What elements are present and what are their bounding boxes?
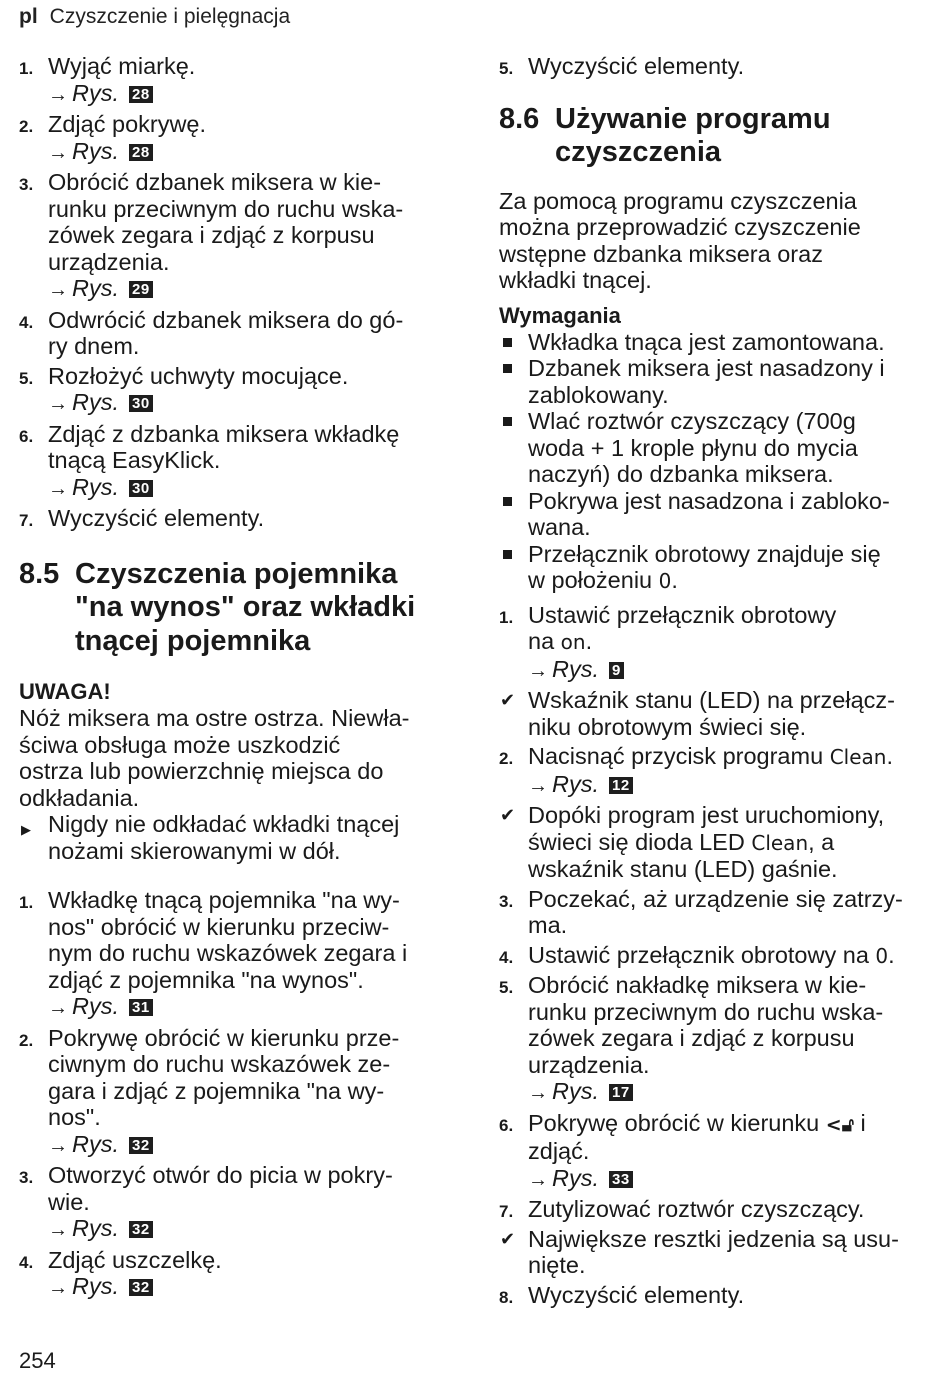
- left-column: [19, 50, 449, 1302]
- requirement-item: Wkładka tnąca jest zamontowana.: [499, 329, 939, 356]
- step-result: ✔ Największe resztki jedzenia są usu- nięte.: [500, 1225, 899, 1278]
- step-4: 4. Odwrócić dzbanek miksera do gó- ry dnem.: [19, 306, 404, 359]
- square-bullet-icon: [503, 364, 512, 373]
- figure-reference: → Rys. 30: [48, 474, 449, 503]
- step-2: 2. Zdjąć pokrywę. → Rys. 28: [19, 111, 449, 166]
- figure-number-badge: 32: [129, 1221, 153, 1238]
- arrow-right-icon: →: [48, 141, 68, 164]
- square-bullet-icon: [503, 338, 512, 347]
- arrow-right-icon: →: [48, 1134, 68, 1157]
- requirement-item: Dzbanek miksera jest nasadzony i zablokowany.: [499, 355, 939, 408]
- chapter-title: Czyszczenie i pielęgnacja: [49, 5, 291, 28]
- step-7: 7. Zutylizować roztwór czyszczący.: [499, 1196, 865, 1222]
- section-heading-8-6: 8.6 Używanie programu czyszczenia: [499, 102, 831, 168]
- section-intro: Za pomocą programu czyszczenia można przeprowadzić czyszczenie wstępne dzbanka miksera oraz wkładki tnącej.: [499, 187, 861, 293]
- figure-number-badge: 31: [129, 999, 153, 1016]
- step-2: 2. Nacisnąć przycisk programu Clean. → Rys. 12: [499, 743, 939, 799]
- arrow-right-icon: →: [528, 659, 548, 682]
- arrow-right-icon: →: [48, 83, 68, 106]
- unlock-direction-icon: <🔓︎: [825, 1113, 855, 1136]
- figure-number-badge: 29: [129, 281, 153, 298]
- figure-number-badge: 28: [129, 144, 153, 161]
- figure-reference: → Rys. 32: [48, 1273, 449, 1302]
- figure-number-badge: 32: [129, 1137, 153, 1154]
- arrow-right-icon: →: [528, 1082, 548, 1104]
- step-3: 3. Obrócić dzbanek miksera w kie- runku przeciwnym do ruchu wska- zówek zegara i zdjąć z korpusu urządzenia. → Rys. 29: [19, 169, 449, 304]
- steps-list-8-5: [19, 887, 449, 1302]
- step-4: 4. Zdjąć uszczelkę. → Rys. 32: [19, 1247, 449, 1302]
- warning-title: UWAGA!: [19, 679, 111, 704]
- step-7: 7. Wyczyścić elementy.: [19, 505, 265, 531]
- figure-number-badge: 33: [609, 1171, 633, 1188]
- requirements-title: Wymagania: [499, 302, 621, 328]
- figure-number-badge: 12: [609, 777, 633, 794]
- figure-number-badge: 30: [129, 395, 153, 412]
- figure-number-badge: 28: [129, 86, 153, 103]
- arrow-right-icon: →: [48, 393, 68, 415]
- steps-list-8-6: [499, 602, 939, 1309]
- step-result: ✔ Wskaźnik stanu (LED) na przełącz- niku obrotowym świeci się.: [500, 687, 895, 740]
- step-6: 6. Zdjąć z dzbanka miksera wkładkę tnącą EasyKlick. → Rys. 30: [19, 421, 449, 503]
- step-1: 1. Wyjąć miarkę. → Rys. 28: [19, 53, 449, 108]
- arrow-right-icon: →: [48, 477, 68, 500]
- checkmark-icon: ✔: [500, 805, 516, 825]
- page-header: [19, 5, 290, 29]
- step-5: 5. Obrócić nakładkę miksera w kie- runku przeciwnym do ruchu wska- zówek zegara i zdjąć z korpusu urządzenia. → Rys. 17: [499, 972, 939, 1107]
- figure-reference: → Rys. 32: [48, 1131, 449, 1160]
- step-3: 3. Poczekać, aż urządzenie się zatrzy- ma.: [499, 885, 903, 938]
- checkmark-icon: ✔: [500, 1228, 516, 1249]
- figure-reference: → Rys. 33: [528, 1165, 939, 1194]
- figure-number-badge: 32: [129, 1279, 153, 1296]
- figure-reference: → Rys. 12: [528, 771, 939, 800]
- step-6: 6. Pokrywę obrócić w kierunku <🔓︎ i zdjąć. → Rys. 33: [499, 1110, 939, 1194]
- figure-number-badge: 17: [609, 1084, 633, 1101]
- requirement-item: Przełącznik obrotowy znajduje się w położeniu 0.: [499, 541, 939, 595]
- right-column: [499, 50, 939, 1308]
- requirement-item: Wlać roztwór czyszczący (700g woda + 1 krople płynu do mycia naczyń) do dzbanka miksera.: [499, 408, 939, 488]
- step-5: 5. Rozłożyć uchwyty mocujące. → Rys. 30: [19, 363, 449, 418]
- figure-reference: → Rys. 32: [48, 1215, 449, 1244]
- arrow-right-icon: →: [48, 997, 68, 1019]
- figure-reference: → Rys. 28: [48, 138, 449, 167]
- page-number: 254: [19, 1348, 56, 1373]
- step-4: 4. Ustawić przełącznik obrotowy na 0.: [499, 941, 895, 968]
- step-result: ✔ Dopóki program jest uruchomiony, świeci się dioda LED Clean, a wskaźnik stanu (LED) gaśnie.: [500, 802, 885, 882]
- step-5: 5. Wyczyścić elementy.: [499, 53, 745, 79]
- warning-text: Nóż miksera ma ostre ostrza. Niewła- ściwa obsługa może uszkodzić ostrza lub powierzchnię miejsca do odkładania.: [19, 705, 410, 811]
- section-heading-8-5: 8.5 Czyszczenia pojemnika "na wynos" oraz wkładki tnącej pojemnika: [19, 557, 416, 657]
- figure-reference: → Rys. 30: [48, 389, 449, 418]
- square-bullet-icon: [503, 497, 512, 506]
- figure-number-badge: 9: [609, 662, 624, 679]
- figure-reference: → Rys. 17: [528, 1078, 939, 1107]
- step-3: 3. Otworzyć otwór do picia w pokry- wie. → Rys. 32: [19, 1162, 449, 1244]
- checkmark-icon: ✔: [500, 690, 516, 710]
- figure-number-badge: 30: [129, 480, 153, 497]
- arrow-right-icon: →: [48, 279, 68, 301]
- step-1: 1. Ustawić przełącznik obrotowy na on. → Rys. 9: [499, 602, 939, 685]
- arrow-right-icon: →: [48, 1277, 68, 1299]
- arrow-right-icon: →: [528, 1168, 548, 1191]
- step-8: 8. Wyczyścić elementy.: [499, 1281, 745, 1308]
- triangle-right-icon: ▶: [21, 822, 31, 837]
- requirements-list: [499, 329, 939, 595]
- square-bullet-icon: [503, 550, 512, 559]
- warning-action: ▶ Nigdy nie odkładać wkładki tnącej nożami skierowanymi w dół.: [21, 811, 400, 864]
- warning-block: [19, 679, 449, 864]
- figure-reference: → Rys. 29: [48, 275, 449, 304]
- step-2: 2. Pokrywę obrócić w kierunku prze- ciwnym do ruchu wskazówek ze- gara i zdjąć z pojemnika "na wy- nos". → Rys. 32: [19, 1025, 449, 1160]
- arrow-right-icon: →: [528, 774, 548, 797]
- square-bullet-icon: [503, 417, 512, 426]
- language-code: pl: [19, 5, 38, 28]
- requirement-item: Pokrywa jest nasadzona i zabloko- wana.: [499, 488, 939, 541]
- arrow-right-icon: →: [48, 1219, 68, 1241]
- figure-reference: → Rys. 28: [48, 80, 449, 109]
- step-1: 1. Wkładkę tnącą pojemnika "na wy- nos" obrócić w kierunku przeciw- nym do ruchu wskazówek zegara i zdjąć z pojemnika "na wynos". → Rys. 31: [19, 887, 449, 1022]
- figure-reference: → Rys. 9: [528, 656, 939, 685]
- figure-reference: → Rys. 31: [48, 993, 449, 1022]
